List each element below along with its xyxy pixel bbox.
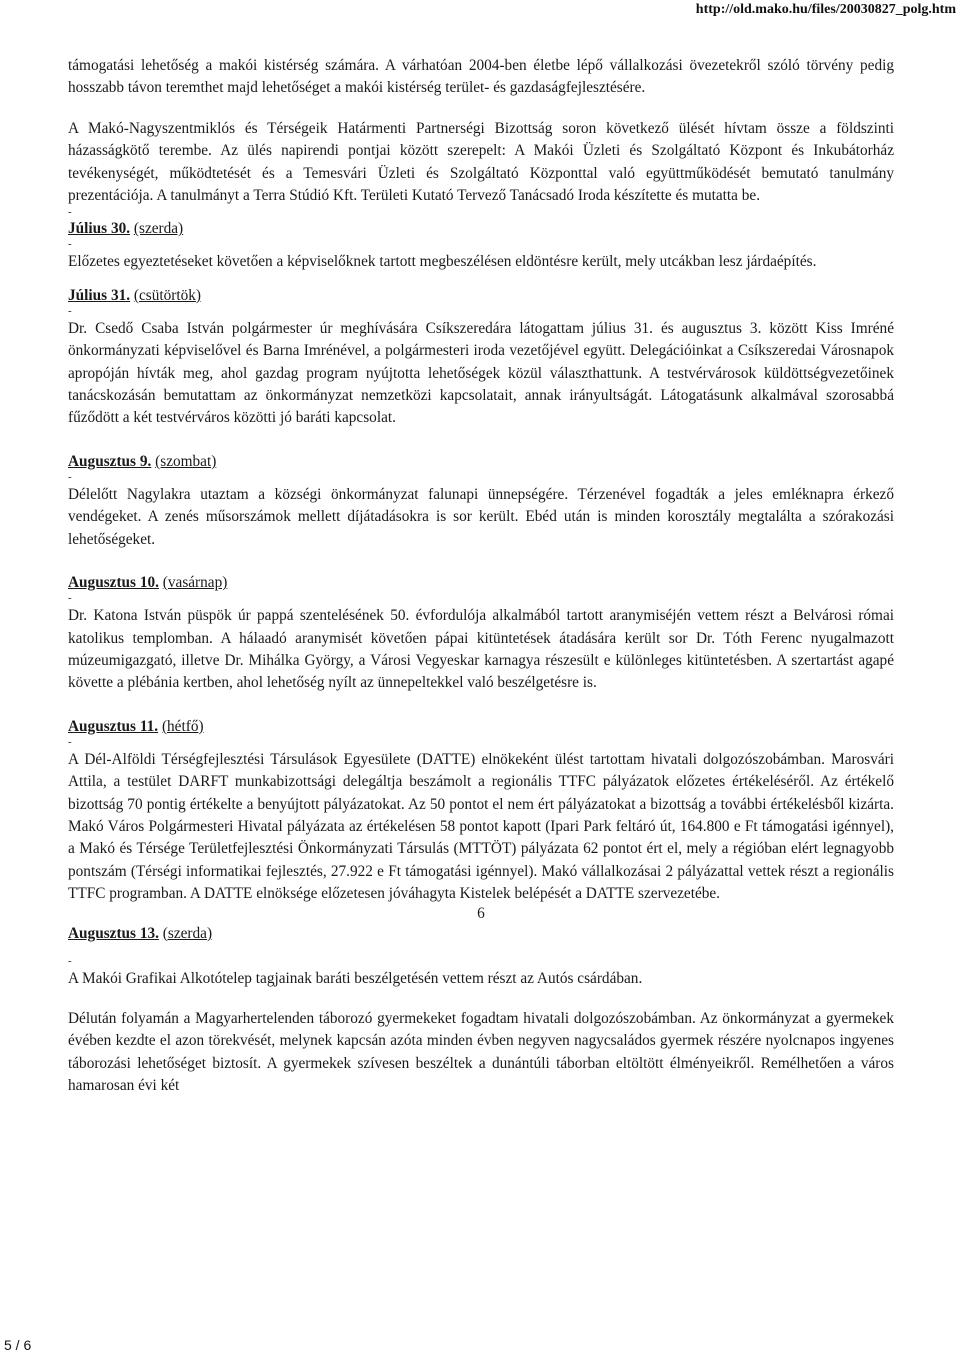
date-heading-july-30 [68, 219, 894, 239]
dash-separator: - [68, 304, 72, 317]
paragraph-august-11: A Dél-Alföldi Térségfejlesztési Társulások Egyesülete (DATTE) elnökeként ülést tartottam hivatali dolgozószobámban. Marosvári Attila, a testület DARFT munkabizottsági delegáltja beszámolt a regionális TTFC pályázatok előzetes értékeléséről. Az értékelő bizottság 70 pontig értékelte a benyújtott pályázatokat. Az 50 pontot el nem ért pályázatokat a bizottság a további értékelésből kizárta. Makó Város Polgármesteri Hivatal pályázata az értékelésen 58 pontot kapott (Ipari Park feltáró út, 164.800 e Ft támogatási igénnyel), a Makó és Térsége Területfejlesztési Önkormányzati Társulás (MTTÖT) pályázata 62 pontot ért el, mely a régióban elért legnagyobb pontszám (Térségi informatikai fejlesztés, 27.922 e Ft támogatási igénnyel). Makó vállalkozásai 2 pályázattal vettek részt a regionális TTFC programban. A DATTE elnöksége előzetesen jóváhagyta Kistelek belépését a DATTE szervezetébe. [68, 750, 894, 903]
weekday-label: (szerda) [162, 924, 213, 942]
dash-separator: - [68, 735, 72, 748]
date-label: Augusztus 9. [68, 452, 152, 470]
weekday-label: (hétfő) [161, 717, 204, 735]
paragraph-intro-continued: támogatási lehetőség a makói kistérség számára. A várhatóan 2004-ben életbe lépő vállalkozási övezetekről szóló törvény pedig hosszabb távon teremthet majd lehetőséget a makói kistérség terület- és gazdaságfejlesztésére. [68, 57, 894, 97]
dash-separator: - [68, 238, 72, 251]
dash-separator: - [68, 470, 72, 483]
page-number: 6 [477, 904, 485, 922]
date-label: Augusztus 11. [68, 717, 159, 735]
date-label: Július 30. [68, 220, 131, 238]
page-url-header: http://old.mako.hu/files/20030827_polg.htm [695, 2, 956, 17]
date-heading-august-13 [68, 924, 894, 944]
weekday-label: (vasárnap) [162, 574, 228, 592]
paragraph-july-30: Előzetes egyeztetéseket követően a képviselőknek tartott megbeszélésen eldöntésre került, mely utcákban lesz járdaépítés. [68, 253, 817, 271]
date-label: Július 31. [68, 286, 131, 304]
weekday-label: (szombat) [155, 452, 217, 470]
dash-separator: - [68, 592, 72, 605]
paragraph-august-13-b: Délután folyamán a Magyarhertelenden táborozó gyermekeket fogadtam hivatali dolgozószobámban. Az önkormányzat a gyermekek évében kezdte el azon törekvését, melynek kapcsán azóta minden évben negyven nagycsaládos gyermek részére nyolcnapos ingyenes táborozási lehetőséget biztosít. A gyermekek szívesen beszéltek a dunántúli táborban eltöltött élményeikről. Remélhetően a város hamarosan évi két [68, 1009, 894, 1095]
weekday-label: (szerda) [133, 220, 184, 238]
dash-separator: - [68, 206, 72, 219]
paragraph-partnership-committee: A Makó-Nagyszentmiklós és Térségeik Határmenti Partnerségi Bizottság soron következő ülését hívtam össze a földszinti házasságkötő terembe. Az ülés napirendi pontjai között szerepelt: A Makói Üzleti és Szolgáltató Központ és Inkubátorház tevékenységét, működtetését és a Temesvári Üzleti és Szolgáltató Központtal való együttműködését bemutató tanulmány prezentációja. A tanulmányt a Terra Stúdió Kft. Területi Kutató Tervező Tanácsadó Iroda készítette és mutatta be. [68, 119, 894, 205]
paragraph-august-10: Dr. Katona István püspök úr pappá szentelésének 50. évfordulója alkalmából tartott aranymiséjén vettem részt a Belvárosi római katolikus templomban. A hálaadó aranymisét követően pápai kitüntetések átadására került sor Dr. Tóth Ferenc nyugalmazott múzeumigazgató, illetve Dr. Mihálka György, a Városi Vegyeskar karnagya részesült e különleges kitüntetésben. A szertartást agapé követte a plébánia kertben, ahol lehetőség nyílt az ünnepeltekkel való beszélgetésre is. [68, 607, 894, 692]
paragraph-august-9: Délelőtt Nagylakra utaztam a községi önkormányzat falunapi ünnepségére. Térzenével fogadták a jeles emléknapra érkező vendégeket. A zenés műsorszámok mellett díjátadásokra is sor került. Ebéd után is minden korosztály megtalálta a szórakozási lehetőségeket. [68, 485, 894, 548]
paragraph-july-31: Dr. Csedő Csaba István polgármester úr meghívására Csíkszeredára látogattam július 31. és augusztus 3. között Kiss Imréné önkormányzati képviselővel és Barna Imrénével, a polgármesteri iroda vezetőjével együtt. Delegációinkat a Csíkszeredai Városnapok apropóján hívták meg, ahol gazdag program nyújtotta lehetőségek közül választhattunk. A testvérvárosok küldöttségvezetőinek tanácskozásán bemutattam az önkormányzat nemzetközi kapcsolatait, annak irányultságát. Látogatásunk alkalmával szorosabbá fűződött a két testvérváros közötti jó baráti kapcsolat. [68, 319, 894, 427]
document-body [68, 55, 894, 1098]
date-heading-july-31 [68, 286, 894, 306]
date-heading-august-11 [68, 717, 894, 737]
page-counter: 5 / 6 [4, 1337, 32, 1353]
weekday-label: (csütörtök) [133, 286, 202, 304]
date-label: Augusztus 13. [68, 924, 159, 942]
paragraph-august-13-a: A Makói Grafikai Alkotótelep tagjainak baráti beszélgetésén vettem részt az Autós csárdában. [68, 969, 643, 987]
date-heading-august-10 [68, 573, 894, 593]
date-heading-august-9 [68, 452, 894, 472]
dash-separator: - [68, 954, 72, 967]
date-label: Augusztus 10. [68, 574, 159, 592]
